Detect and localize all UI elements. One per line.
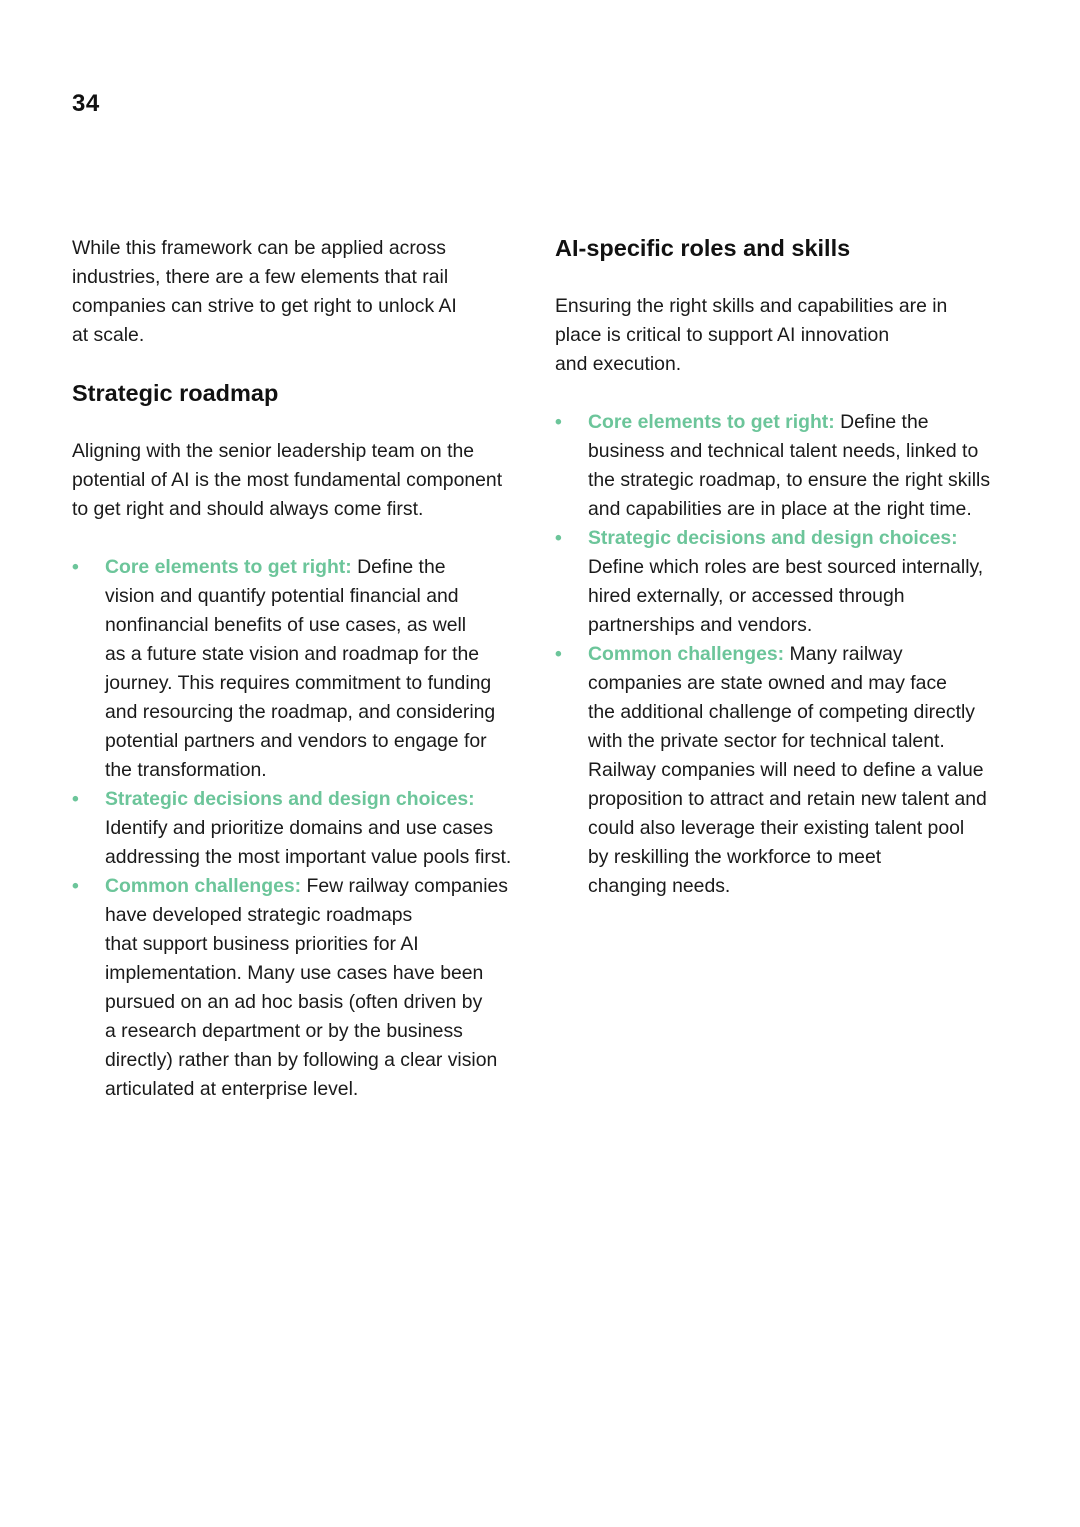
bullet-line: Identify and prioritize domains and use cases [105, 817, 494, 839]
bullet-lead: Strategic decisions and design choices: [588, 527, 958, 549]
bullet-line: Railway companies will need to define a value [588, 759, 984, 781]
bullet-line: with the private sector for technical talent. [588, 730, 945, 752]
bullet-lead: Strategic decisions and design choices: [105, 788, 475, 810]
bullet-line: implementation. Many use cases have been [105, 962, 484, 984]
bullet-lead: Common challenges: [588, 643, 785, 665]
bullet-item-common-challenges [555, 640, 1015, 901]
bullet-dot-icon: • [555, 527, 562, 549]
bullet-line: and resourcing the roadmap, and considering [105, 701, 496, 723]
bullet-item-common-challenges [72, 872, 542, 1104]
bullet-dot-icon: • [72, 556, 79, 578]
section-heading-strategic-roadmap: Strategic roadmap [72, 380, 279, 406]
right-body-paragraph [555, 292, 1015, 379]
right-bullet-list [555, 408, 1015, 901]
bullet-lead: Core elements to get right: [588, 411, 835, 433]
bullet-text: Many railway [784, 643, 903, 665]
bullet-line: the transformation. [105, 759, 267, 781]
bullet-item-core-elements [555, 408, 1015, 524]
page-number: 34 [72, 90, 100, 117]
bullet-line: as a future state vision and roadmap for the [105, 643, 480, 665]
bullet-line: pursued on an ad hoc basis (often driven by [105, 991, 483, 1013]
bullet-line: have developed strategic roadmaps [105, 904, 413, 926]
bullet-line: proposition to attract and retain new talent and [588, 788, 987, 810]
text-line: Aligning with the senior leadership team on the [72, 440, 475, 462]
bullet-text: Define the [351, 556, 446, 578]
text-line: industries, there are a few elements that rail [72, 266, 449, 288]
section-heading-ai-roles-skills: AI-specific roles and skills [555, 235, 851, 261]
bullet-line: Define which roles are best sourced internally, [588, 556, 984, 578]
left-body-paragraph [72, 437, 542, 524]
left-intro-paragraph [72, 234, 542, 350]
bullet-lead: Common challenges: [105, 875, 302, 897]
bullet-line: and capabilities are in place at the right time. [588, 498, 972, 520]
bullet-line: articulated at enterprise level. [105, 1078, 359, 1100]
text-line: potential of AI is the most fundamental component [72, 469, 503, 491]
bullet-line: potential partners and vendors to engage for [105, 730, 487, 752]
bullet-line: journey. This requires commitment to funding [105, 672, 492, 694]
bullet-item-core-elements [72, 553, 542, 785]
bullet-text: Define the [834, 411, 929, 433]
left-bullet-list [72, 553, 542, 1104]
bullet-item-strategic-decisions [555, 524, 1015, 640]
text-line: While this framework can be applied across [72, 237, 446, 259]
bullet-line: hired externally, or accessed through [588, 585, 905, 607]
bullet-line: addressing the most important value pools first. [105, 846, 512, 868]
bullet-text: Few railway companies [301, 875, 508, 897]
bullet-line: could also leverage their existing talent pool [588, 817, 965, 839]
right-column [555, 234, 1015, 901]
bullet-line: a research department or by the business [105, 1020, 463, 1042]
bullet-dot-icon: • [72, 788, 79, 810]
bullet-dot-icon: • [72, 875, 79, 897]
bullet-line: the additional challenge of competing directly [588, 701, 975, 723]
bullet-line: changing needs. [588, 875, 731, 897]
bullet-line: by reskilling the workforce to meet [588, 846, 882, 868]
bullet-lead: Core elements to get right: [105, 556, 352, 578]
bullet-dot-icon: • [555, 643, 562, 665]
bullet-item-strategic-decisions [72, 785, 542, 872]
bullet-line: vision and quantify potential financial and [105, 585, 459, 607]
bullet-line: partnerships and vendors. [588, 614, 813, 636]
bullet-line: companies are state owned and may face [588, 672, 947, 694]
text-line: companies can strive to get right to unlock AI [72, 295, 457, 317]
bullet-line: business and technical talent needs, linked to [588, 440, 979, 462]
text-line: to get right and should always come first. [72, 498, 424, 520]
bullet-line: that support business priorities for AI [105, 933, 419, 955]
bullet-dot-icon: • [555, 411, 562, 433]
bullet-line: nonfinancial benefits of use cases, as well [105, 614, 467, 636]
text-line: place is critical to support AI innovation [555, 324, 890, 346]
text-line: and execution. [555, 353, 682, 375]
bullet-line: directly) rather than by following a clear vision [105, 1049, 498, 1071]
bullet-line: the strategic roadmap, to ensure the right skills [588, 469, 991, 491]
left-column [72, 234, 542, 1104]
text-line: Ensuring the right skills and capabilities are in [555, 295, 948, 317]
text-line: at scale. [72, 324, 145, 346]
